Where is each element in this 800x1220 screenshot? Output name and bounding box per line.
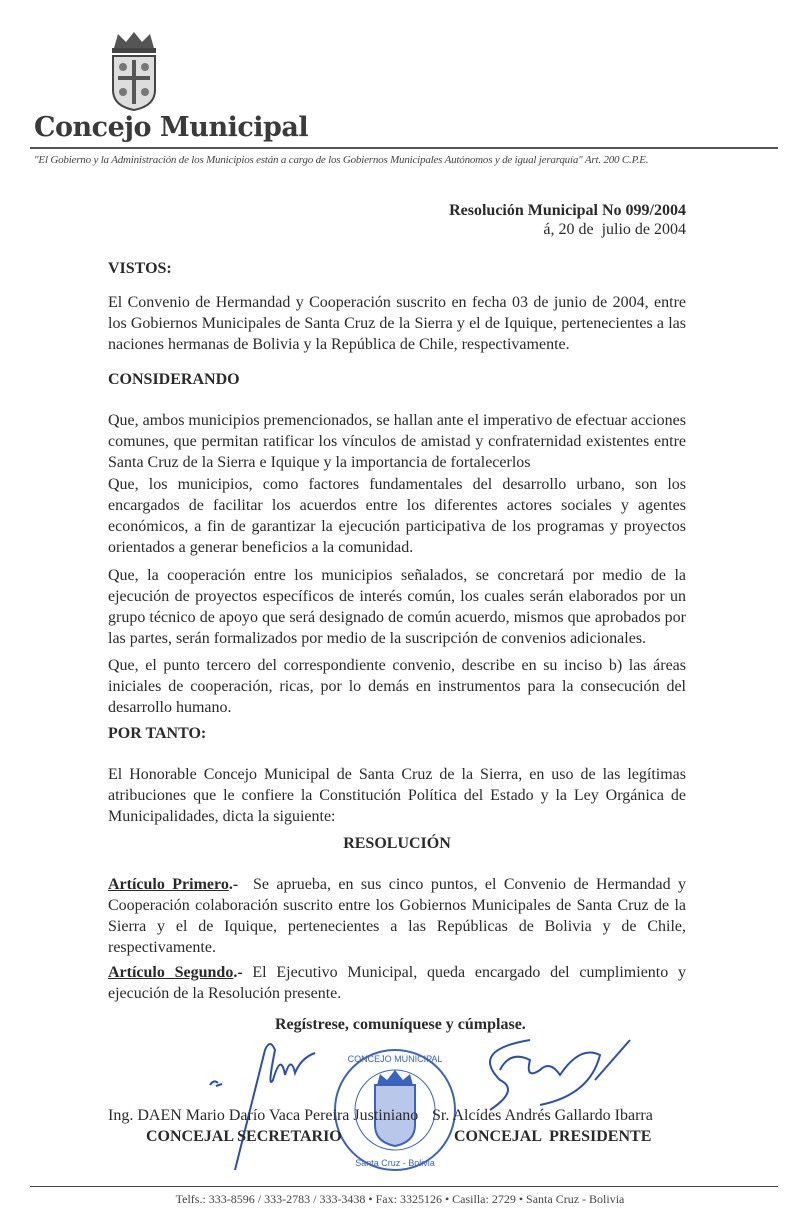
article-text: Se aprueba, en sus cinco puntos, el Convenio de Hermandad y Cooperación colaboración suscrito entre los Gobiernos Municipales de Santa Cruz de la Sierra y el de Iquique, pertenecientes a las Repúblicas de Bolivia y de Chile, respectivamente. — [108, 876, 690, 956]
heading-por-tanto: POR TANTO: — [108, 725, 207, 742]
heading-vistos: VISTOS: — [108, 260, 172, 277]
signatory-title: CONCEJAL PRESIDENTE — [454, 1128, 652, 1145]
footer-divider — [30, 1186, 778, 1187]
vistos-paragraph: El Convenio de Hermandad y Cooperación suscrito en fecha 03 de junio de 2004, entre los Gobiernos Municipales de Santa Cruz de la Sierra y el de Iquique, pertenecientes a las naciones hermanas de Bolivia y la República de Chile, respectivamente. — [108, 294, 686, 353]
article-text: El Ejecutivo Municipal, queda encargado del cumplimiento y ejecución de la Resolución presente. — [108, 964, 690, 1002]
considerando-paragraph: Que, el punto tercero del correspondiente convenio, describe en su inciso b) las áreas iniciales de cooperación, ricas, por lo demás en instrumentos para la consecución del desarrollo humano. — [108, 657, 686, 716]
svg-text:CONCEJO MUNICIPAL: CONCEJO MUNICIPAL — [347, 1054, 443, 1064]
signatory-name: Sr. Alcídes Andrés Gallardo Ibarra — [432, 1107, 653, 1124]
article-first — [108, 874, 690, 958]
article-label: Artículo Segundo — [108, 964, 234, 981]
heading-resolucion: RESOLUCIÓN — [343, 835, 451, 852]
coat-of-arms-logo — [108, 30, 160, 112]
considerando-paragraph: Que, la cooperación entre los municipios señalados, se concretará por medio de la ejecución de proyectos específicos de interés común, los cuales serán elaborados por un grupo técnico de apoyo que será designado de común acuerdo, mismos que aprobados por las partes, serán formalizados por medio de la suscripción de convenios adicionales. — [108, 567, 686, 647]
article-separator: .- — [228, 876, 239, 893]
article-label: Artículo Primero — [108, 876, 229, 893]
signatory-title: CONCEJAL SECRETARIO — [146, 1128, 342, 1145]
article-second — [108, 962, 690, 1004]
resolution-number: Resolución Municipal No 099/2004 — [449, 202, 686, 219]
heading-considerando: CONSIDERANDO — [108, 371, 240, 388]
considerando-paragraph: Que, ambos municipios premencionados, se hallan ante el imperativo de efectuar acciones comunes, que permitan ratificar los vínculos de amistad y confraternidad existentes entre Santa Cruz de la Sierra e Iquique y la importancia de fortalecerlos — [108, 412, 687, 471]
header-divider — [30, 147, 778, 149]
resolution-date: á, 20 de julio de 2004 — [543, 221, 686, 238]
signatory-name: Ing. DAEN Mario Darío Vaca Pereira Justiniano — [108, 1107, 419, 1124]
svg-text:Santa Cruz - Bolivia: Santa Cruz - Bolivia — [355, 1158, 435, 1168]
closing-formula: Regístrese, comuníquese y cúmplase. — [275, 1016, 526, 1033]
brand-title: Concejo Municipal — [34, 112, 309, 143]
footer-contact: Telfs.: 333-8596 / 333-2783 / 333-3438 • Fax: 3325126 • Casilla: 2729 • Santa Cruz - Bolivia — [175, 1192, 625, 1206]
header-motto: "El Gobierno y la Administración de los Municipios están a cargo de los Gobiernos Municipales Autónomos y de igual jerarquía" Art. 200 C.P.E. — [34, 154, 649, 166]
considerando-paragraph: Que, los municipios, como factores fundamentales del desarrollo urbano, son los encargados de facilitar los acuerdos entre los diferentes actores sociales y agentes económicos, a fin de garantizar la ejecución participativa de los programas y proyectos orientados a generar beneficios a la comunidad. — [108, 476, 686, 556]
por-tanto-paragraph: El Honorable Concejo Municipal de Santa Cruz de la Sierra, en uso de las legítimas atribuciones que le confiere la Constitución Política del Estado y la Ley Orgánica de Municipalidades, dicta la siguiente: — [108, 766, 686, 825]
article-separator: .- — [233, 964, 243, 981]
signatures — [200, 1030, 660, 1180]
